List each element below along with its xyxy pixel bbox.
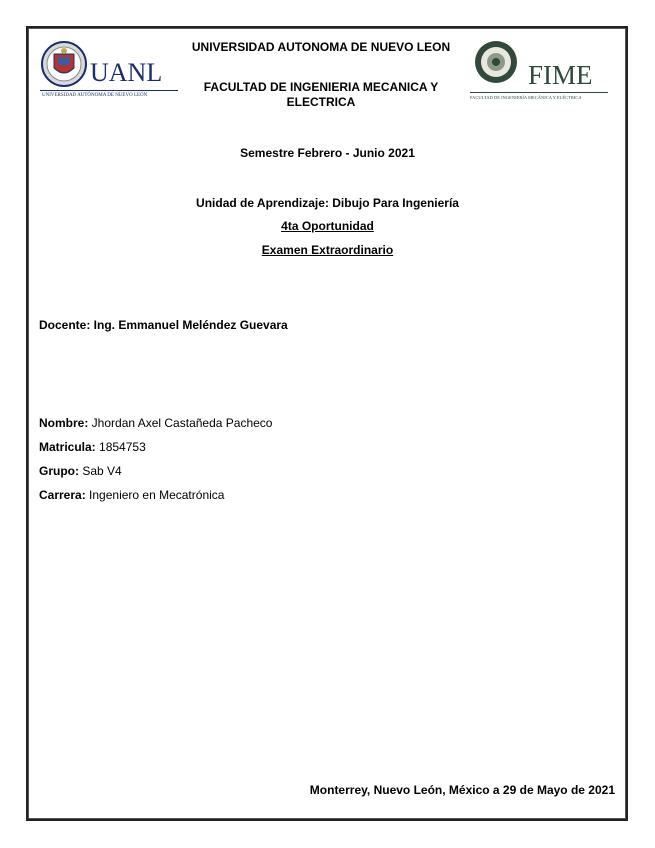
- student-career: Ingeniero en Mecatrónica: [85, 488, 225, 502]
- student-group: Sab V4: [79, 464, 122, 478]
- student-id: 1854753: [95, 440, 146, 454]
- fime-seal-icon: [474, 38, 522, 88]
- semester: Semestre Febrero - Junio 2021: [240, 146, 415, 160]
- fime-logo-text: FIME: [528, 60, 593, 90]
- faculty-title: FACULTAD DE INGENIERIA MECANICA Y ELECTRICA: [203, 80, 439, 109]
- uanl-logo-caption: UNIVERSIDAD AUTÓNOMA DE NUEVO LEÓN: [42, 93, 148, 98]
- uanl-seal-icon: [40, 40, 88, 90]
- student-group-row: [39, 464, 122, 478]
- fime-logo-caption: FACULTAD DE INGENIERÍA MECÁNICA Y ELÉCTRICA: [470, 95, 582, 100]
- student-name-row: [39, 416, 272, 430]
- opportunity: 4ta Oportunidad: [281, 219, 374, 233]
- student-name-label: Nombre:: [39, 416, 89, 430]
- footer-place-date: Monterrey, Nuevo León, México a 29 de Mayo de 2021: [309, 783, 615, 797]
- student-id-label: Matricula:: [39, 440, 96, 454]
- university-title: UNIVERSIDAD AUTONOMA DE NUEVO LEON: [191, 40, 451, 54]
- uanl-logo-text: UANL: [90, 58, 163, 87]
- course: Unidad de Aprendizaje: Dibujo Para Ingeniería: [196, 196, 459, 210]
- student-id-row: [39, 440, 146, 454]
- teacher: Docente: Ing. Emmanuel Meléndez Guevara: [39, 318, 288, 332]
- student-career-row: [39, 488, 224, 502]
- student-name: Jhordan Axel Castañeda Pacheco: [88, 416, 273, 430]
- student-career-label: Carrera:: [39, 488, 86, 502]
- fime-logo: [470, 40, 610, 106]
- fime-logo-divider: [470, 92, 608, 93]
- uanl-logo: [40, 40, 180, 106]
- exam-type: Examen Extraordinario: [261, 243, 394, 257]
- uanl-logo-divider: [40, 90, 178, 91]
- student-group-label: Grupo:: [39, 464, 79, 478]
